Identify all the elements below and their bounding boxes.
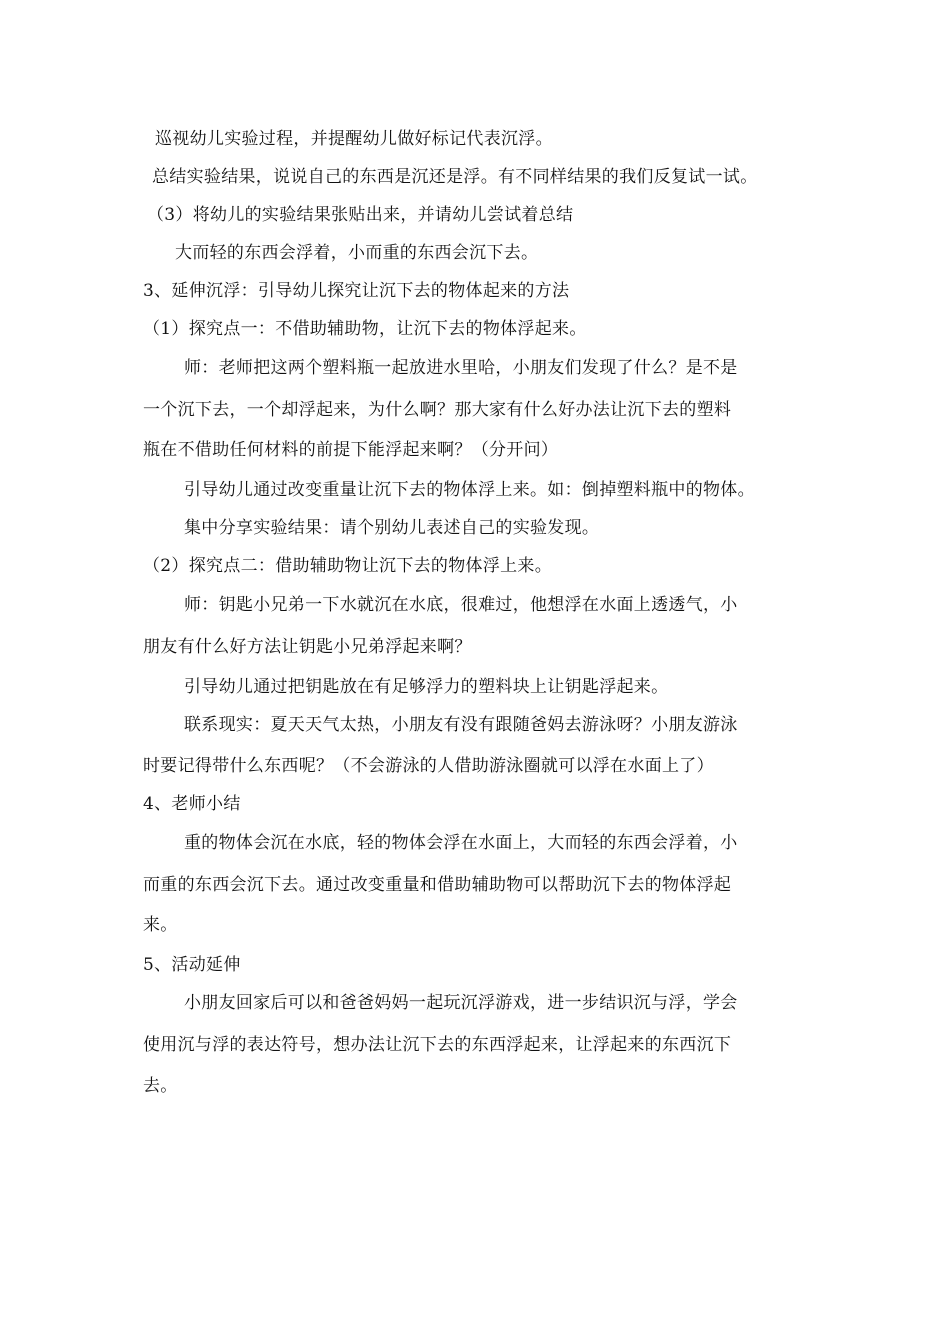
text-line: （3）将幼儿的实验结果张贴出来，并请幼儿尝试着总结 <box>147 205 574 225</box>
text-line: （2）探究点二：借助辅助物让沉下去的物体浮上来。 <box>143 556 553 576</box>
text-line: 引导幼儿通过改变重量让沉下去的物体浮上来。如：倒掉塑料瓶中的物体。 <box>184 480 755 500</box>
text-line: 师：老师把这两个塑料瓶一起放进水里哈，小朋友们发现了什么？是不是 <box>184 358 738 378</box>
section-heading: 3、延伸沉浮：引导幼儿探究让沉下去的物体起来的方法 <box>143 281 570 301</box>
text-line: 而重的东西会沉下去。通过改变重量和借助辅助物可以帮助沉下去的物体浮起 <box>143 875 732 895</box>
text-line: 大而轻的东西会浮着，小而重的东西会沉下去。 <box>175 243 539 263</box>
text-line: 来。 <box>143 915 178 935</box>
text-line: 引导幼儿通过把钥匙放在有足够浮力的塑料块上让钥匙浮起来。 <box>184 677 669 697</box>
text-line: 使用沉与浮的表达符号，想办法让沉下去的东西浮起来，让浮起来的东西沉下 <box>143 1035 732 1055</box>
text-line: 去。 <box>143 1076 178 1096</box>
text-line: 瓶在不借助任何材料的前提下能浮起来啊？（分开问） <box>143 440 559 460</box>
text-line: 时要记得带什么东西呢？（不会游泳的人借助游泳圈就可以浮在水面上了） <box>143 756 714 776</box>
text-line: 小朋友回家后可以和爸爸妈妈一起玩沉浮游戏，进一步结识沉与浮，学会 <box>184 993 738 1013</box>
text-line: 联系现实：夏天天气太热，小朋友有没有跟随爸妈去游泳呀？小朋友游泳 <box>184 715 738 735</box>
text-line: 集中分享实验结果：请个别幼儿表述自己的实验发现。 <box>184 518 600 538</box>
text-line: 巡视幼儿实验过程，并提醒幼儿做好标记代表沉浮。 <box>155 129 553 149</box>
text-line: 重的物体会沉在水底，轻的物体会浮在水面上，大而轻的东西会浮着，小 <box>184 833 738 853</box>
text-line: 师：钥匙小兄弟一下水就沉在水底，很难过，他想浮在水面上透透气，小 <box>184 595 738 615</box>
text-line: 朋友有什么好方法让钥匙小兄弟浮起来啊？ <box>143 637 472 657</box>
text-line: （1）探究点一：不借助辅助物，让沉下去的物体浮起来。 <box>143 319 587 339</box>
text-line: 总结实验结果，说说自己的东西是沉还是浮。有不同样结果的我们反复试一试。 <box>152 167 758 187</box>
text-line: 一个沉下去，一个却浮起来，为什么啊？那大家有什么好办法让沉下去的塑料 <box>143 400 732 420</box>
section-heading: 5、活动延伸 <box>143 955 241 975</box>
section-heading: 4、老师小结 <box>143 794 241 814</box>
